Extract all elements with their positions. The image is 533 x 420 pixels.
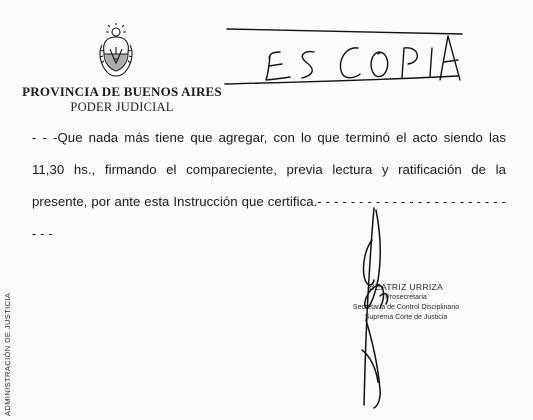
margin-stamp: ADMINISTRACIÓN DE JUSTICIA bbox=[3, 292, 12, 416]
handwritten-signature bbox=[328, 200, 418, 410]
body-paragraph: - - -Que nada más tiene que agregar, con lo que terminó el acto siendo las 11,30 hs., firmando el compareciente, previa lectura y ratificación de la presente, por ante esta Instrucción que certifica.- - - - - - - - - - - - - - - - - - - - - - - - - - bbox=[32, 130, 506, 241]
header-subtitle: PODER JUDICIAL bbox=[70, 100, 174, 114]
signatory-role: Prosecretaria bbox=[385, 294, 427, 301]
signatory-office: Secretaría de Control Disciplinario bbox=[352, 304, 460, 311]
es-copia-stamp bbox=[222, 18, 467, 90]
header-title: PROVINCIA DE BUENOS AIRES bbox=[22, 84, 222, 99]
signatory-name: BEATRIZ URRIZA bbox=[368, 282, 444, 292]
signatory-court: Suprema Corte de Justicia bbox=[364, 314, 448, 321]
coat-of-arms-icon bbox=[98, 23, 134, 79]
